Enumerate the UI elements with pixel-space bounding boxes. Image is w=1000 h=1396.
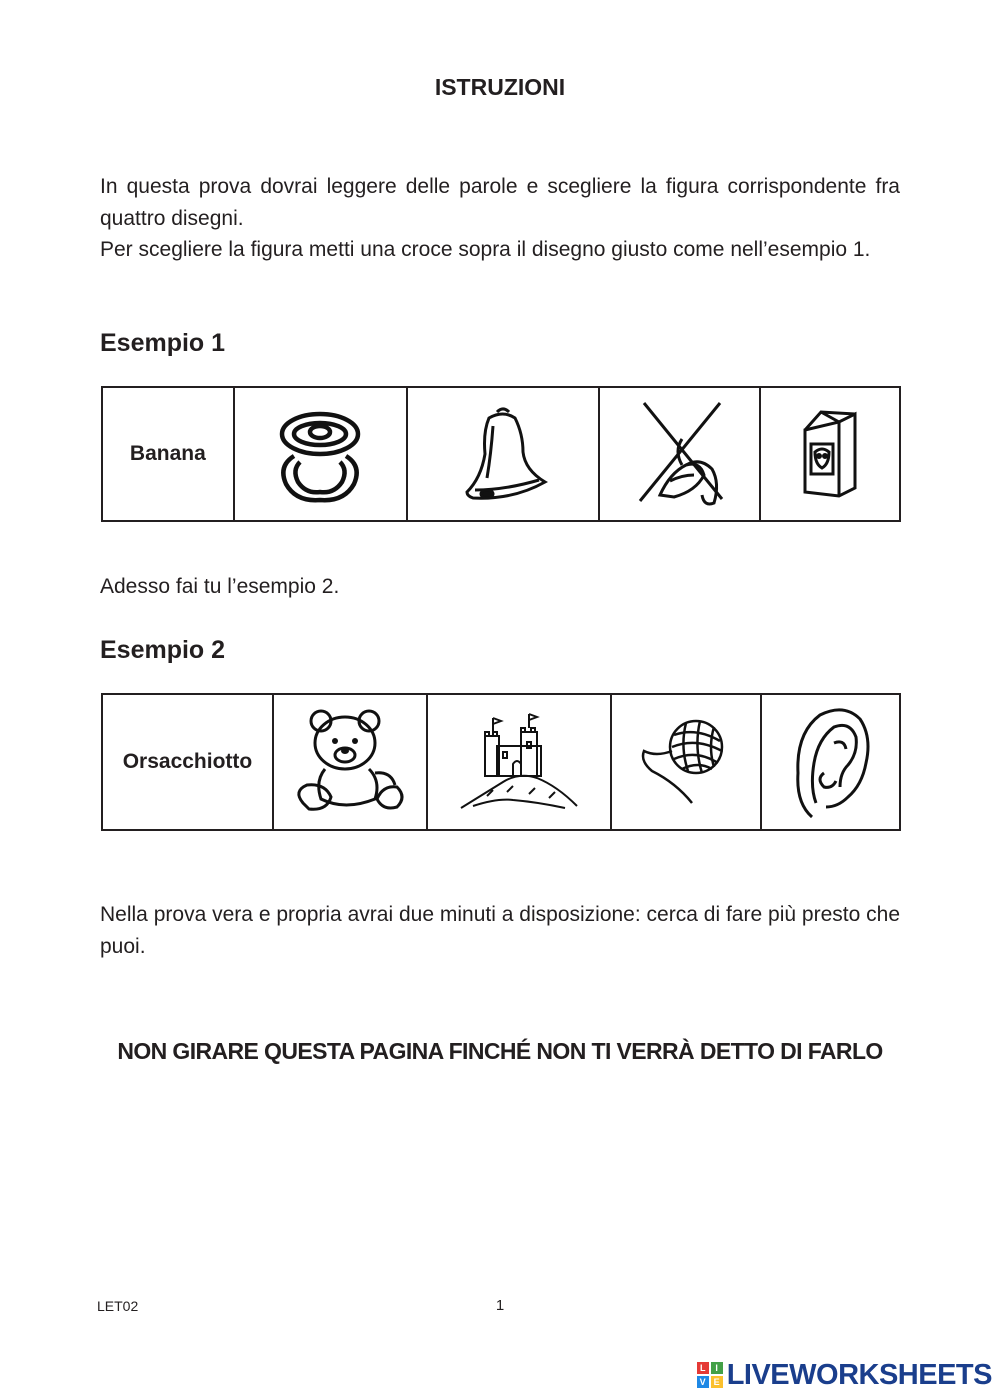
example-2-word-cell	[102, 694, 273, 830]
logo-tile: L	[697, 1362, 709, 1374]
time-note: Nella prova vera e propria avrai due minuti a disposizione: cerca di fare più presto che puoi.	[100, 903, 900, 958]
logo-tile: I	[711, 1362, 723, 1374]
example-2-option-3[interactable]	[611, 694, 762, 830]
example-2-word: Orsacchiotto	[122, 750, 253, 773]
brand-name: LIVEWORKSHEETS	[726, 1358, 992, 1391]
intro-paragraph-1: In questa prova dovrai leggere delle parole e scegliere la figura corrispondente fra quattro disegni.	[100, 175, 900, 230]
example-1-option-4[interactable]	[760, 387, 900, 521]
page-number: 1	[495, 1297, 505, 1314]
example-1-word: Banana	[129, 442, 206, 465]
pacifier-icon	[274, 404, 366, 504]
ear-icon	[786, 703, 876, 821]
do-not-turn-warning: NON GIRARE QUESTA PAGINA FINCHÉ NON TI VERRÀ DETTO DI FARLO	[117, 1038, 883, 1064]
example-2-option-1[interactable]	[273, 694, 427, 830]
milk-carton-icon	[795, 406, 865, 502]
page-title: ISTRUZIONI	[434, 74, 566, 100]
liveworksheets-brand[interactable]	[697, 1358, 992, 1392]
example-2-option-2[interactable]	[427, 694, 610, 830]
example-1-heading: Esempio 1	[100, 329, 226, 357]
example-1-option-2[interactable]	[407, 387, 598, 521]
intro-paragraph-2: Per scegliere la figura metti una croce sopra il disegno giusto come nell’esempio 1.	[100, 238, 871, 261]
teddy-bear-icon	[291, 707, 409, 817]
example-1-option-3[interactable]	[599, 387, 761, 521]
example-2-instruction: Adesso fai tu l’esempio 2.	[100, 575, 340, 598]
logo-tile: V	[697, 1376, 709, 1388]
bell-icon	[453, 404, 553, 504]
example-1-word-cell	[102, 387, 234, 521]
example-2-option-4[interactable]	[761, 694, 900, 830]
example-2-heading: Esempio 2	[100, 636, 226, 664]
logo-tile: E	[711, 1376, 723, 1388]
example-1-table	[101, 386, 901, 522]
example-1-option-1[interactable]	[234, 387, 408, 521]
liveworksheets-logo-icon	[697, 1362, 723, 1388]
yarn-ball-icon	[636, 717, 736, 807]
castle-icon	[457, 712, 581, 812]
footer-code: LET02	[97, 1298, 139, 1314]
banana-crossed-icon	[630, 399, 730, 509]
example-2-table	[101, 693, 901, 831]
